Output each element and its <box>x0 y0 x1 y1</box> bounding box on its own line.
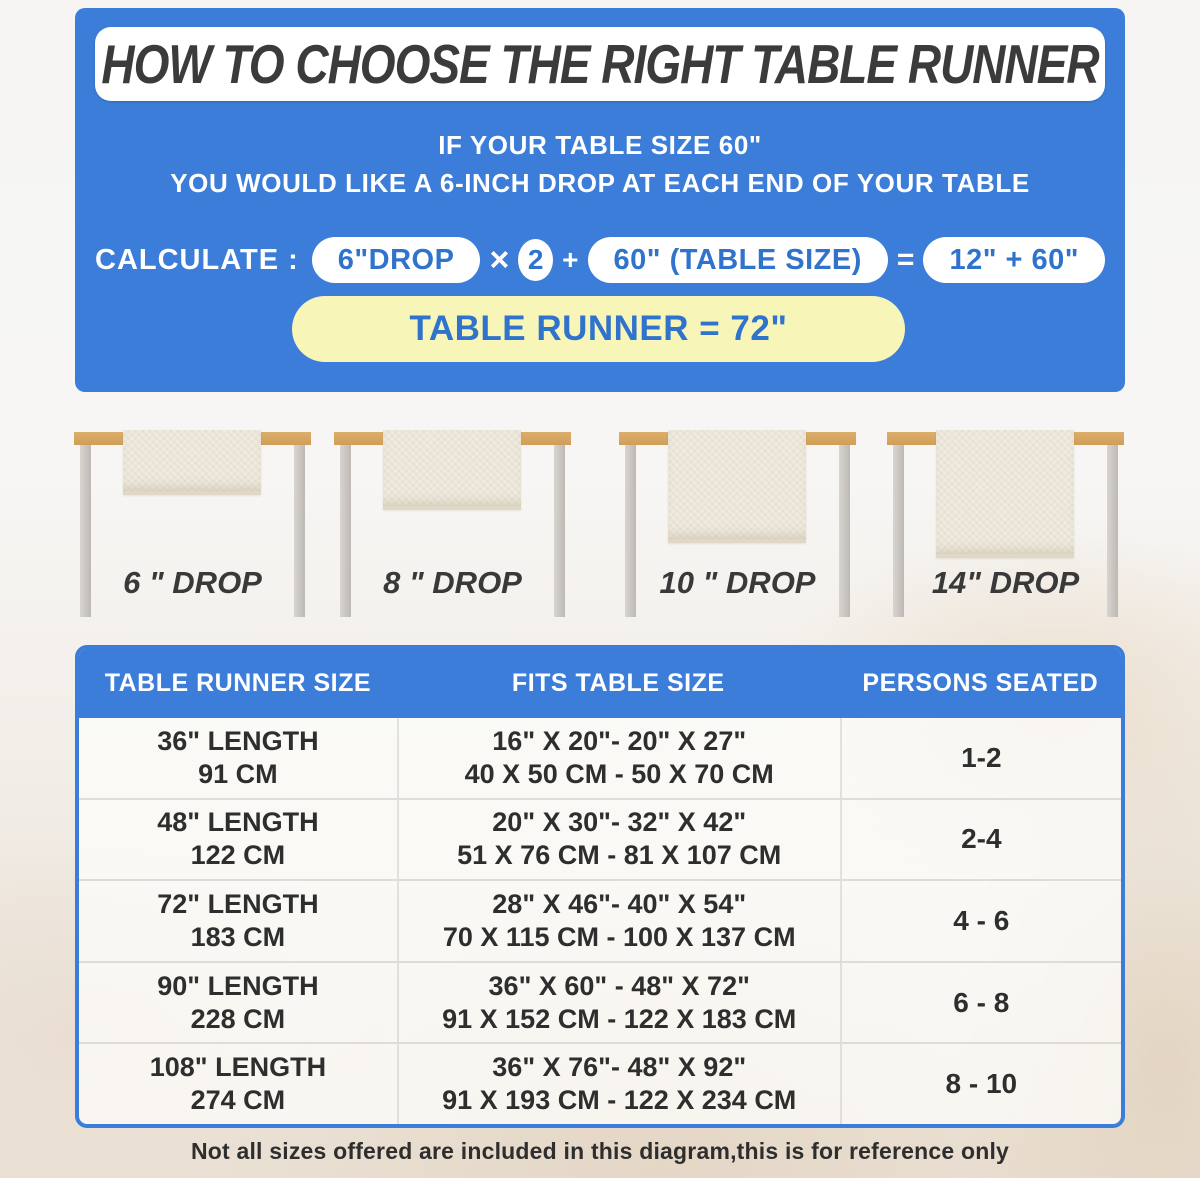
times-operator: × <box>489 240 510 279</box>
fits-cm: 51 X 76 CM - 81 X 107 CM <box>457 840 782 871</box>
table-row <box>79 961 1121 1043</box>
fits-cm: 91 X 193 CM - 122 X 234 CM <box>442 1085 797 1116</box>
reference-footnote: Not all sizes offered are included in this diagram,this is for reference only <box>190 1138 1010 1164</box>
persons-seated-cell: 2-4 <box>840 800 1121 880</box>
table-row <box>79 798 1121 880</box>
persons-seated-cell: 1-2 <box>840 718 1121 798</box>
runner-size-cell <box>79 1051 397 1117</box>
header-cell-runner-size: TABLE RUNNER SIZE <box>104 669 372 697</box>
runner-size-cell <box>79 725 397 791</box>
runner-cloth <box>668 430 806 543</box>
result-pill: TABLE RUNNER = 72" <box>292 296 905 362</box>
fits-cm: 91 X 152 CM - 122 X 183 CM <box>442 1003 797 1034</box>
fits-cm: 70 X 115 CM - 100 X 137 CM <box>442 921 796 952</box>
runner-cloth <box>936 430 1074 558</box>
runner-cloth <box>383 430 521 510</box>
plus-operator: + <box>562 244 579 275</box>
calculate-label: CALCULATE : <box>95 243 299 276</box>
instruction-panel <box>75 8 1125 392</box>
runner-length-cm: 91 CM <box>198 758 278 789</box>
persons-seated-cell: 8 - 10 <box>840 1044 1121 1124</box>
calculation-formula <box>95 236 1105 284</box>
table-row <box>79 879 1121 961</box>
table-row <box>79 718 1121 798</box>
runner-size-cell <box>79 806 397 872</box>
table-size-pill: 60" (TABLE SIZE) <box>588 237 888 283</box>
persons-seated-cell: 4 - 6 <box>840 881 1121 961</box>
runner-length-cm: 274 CM <box>190 1085 286 1116</box>
fits-inches: 28" X 46"- 40" X 54" <box>492 889 747 920</box>
fits-size-cell <box>397 1044 840 1124</box>
table-figure-6-drop <box>70 425 315 640</box>
header-cell-fits-size: FITS TABLE SIZE <box>511 669 725 697</box>
drop-value-pill: 6"DROP <box>312 237 481 283</box>
fits-size-cell <box>397 881 840 961</box>
drop-label: 14" DROP <box>931 565 1080 600</box>
table-figure-8-drop <box>330 425 575 640</box>
equals-operator: = <box>896 243 915 276</box>
size-chart-table <box>75 645 1125 1128</box>
table-figure-10-drop <box>615 425 860 640</box>
runner-cloth <box>123 430 261 495</box>
runner-length-cm: 228 CM <box>190 1003 286 1034</box>
table-row <box>79 1042 1121 1124</box>
runner-length: 36" LENGTH <box>157 725 319 756</box>
subtitle-line-1: IF YOUR TABLE SIZE 60" <box>438 130 762 160</box>
fits-inches: 16" X 20"- 20" X 27" <box>492 725 747 756</box>
runner-length: 72" LENGTH <box>157 889 319 920</box>
runner-size-cell <box>79 888 397 954</box>
title-banner <box>95 27 1105 101</box>
fits-inches: 36" X 60" - 48" X 72" <box>488 970 750 1001</box>
table-body <box>79 718 1121 1124</box>
runner-length: 48" LENGTH <box>157 807 319 838</box>
runner-length: 90" LENGTH <box>157 970 319 1001</box>
multiplier-badge: 2 <box>518 239 553 281</box>
fits-cm: 40 X 50 CM - 50 X 70 CM <box>464 758 774 789</box>
table-figure-14-drop <box>883 425 1128 640</box>
runner-size-cell <box>79 970 397 1036</box>
fits-size-cell <box>397 963 840 1043</box>
table-header-row <box>79 649 1121 718</box>
sum-pill: 12" + 60" <box>923 237 1105 283</box>
drop-label: 6 " DROP <box>123 565 262 600</box>
fits-inches: 20" X 30"- 32" X 42" <box>492 807 747 838</box>
runner-length: 108" LENGTH <box>149 1052 327 1083</box>
fits-size-cell <box>397 718 840 798</box>
runner-length-cm: 122 CM <box>190 840 286 871</box>
header-cell-persons: PERSONS SEATED <box>862 669 1099 697</box>
drop-label: 8 " DROP <box>383 565 522 600</box>
fits-inches: 36" X 76"- 48" X 92" <box>492 1052 747 1083</box>
page-title: HOW TO CHOOSE THE RIGHT TABLE RUNNER <box>101 33 1099 95</box>
persons-seated-cell: 6 - 8 <box>840 963 1121 1043</box>
subtitle-line-2: YOU WOULD LIKE A 6-INCH DROP AT EACH END OF YOUR TABLE <box>170 168 1030 198</box>
drop-label: 10 " DROP <box>659 565 816 600</box>
fits-size-cell <box>397 800 840 880</box>
runner-length-cm: 183 CM <box>190 921 286 952</box>
